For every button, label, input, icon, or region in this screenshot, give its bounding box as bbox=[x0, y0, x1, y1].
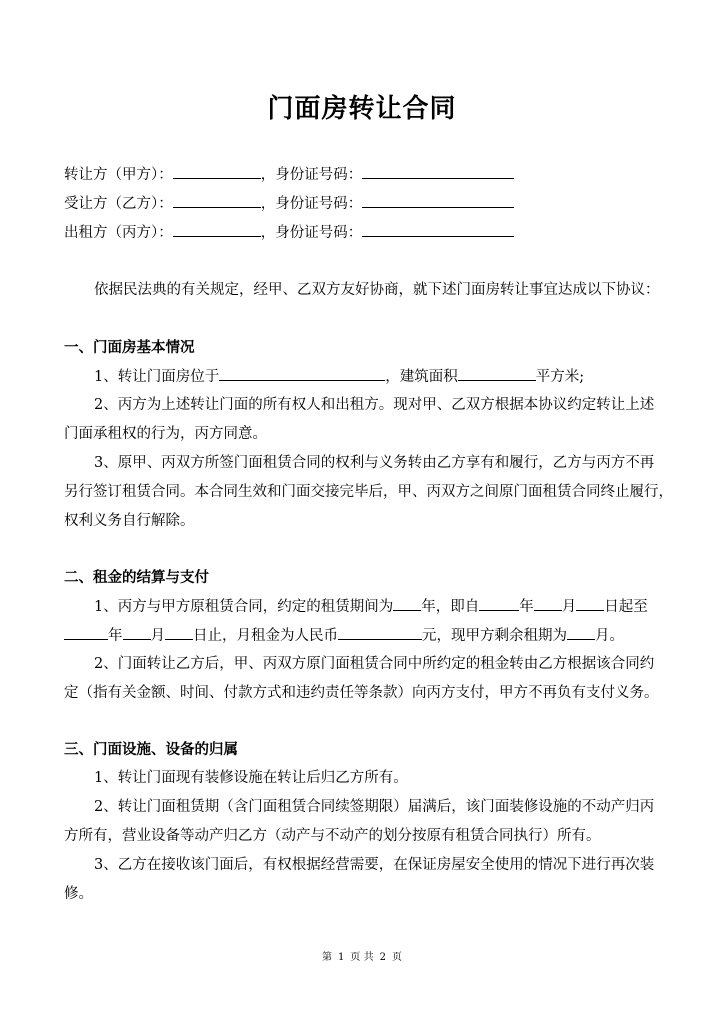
clause-2-1-line2: 年 月 日止，月租金为人民币 元，现甲方剩余租期为 月。 bbox=[64, 625, 624, 646]
intro-paragraph: 依据民法典的有关规定，经甲、乙双方友好协商，就下述门面房转让事宜达成以下协议： bbox=[94, 282, 660, 298]
section-heading-2: 二、租金的结算与支付 bbox=[64, 569, 209, 586]
id-blank bbox=[362, 164, 514, 179]
id-blank bbox=[362, 222, 514, 237]
section-heading-1: 一、门面房基本情况 bbox=[64, 339, 195, 356]
section-heading-3: 三、门面设施、设备的归属 bbox=[64, 741, 238, 758]
clause-1-3-line3: 权利义务自行解除。 bbox=[64, 513, 195, 529]
clause-1-3-line2: 另行签订租赁合同。本合同生效和门面交接完毕后，甲、丙双方之间原门面租赁合同终止履行， bbox=[64, 484, 673, 500]
start-day-blank bbox=[576, 596, 604, 611]
clause-2-1-line1: 1、丙方与甲方原租赁合同，约定的租赁期间为 年，即自 年 月 日起至 bbox=[94, 596, 648, 617]
current-page: 1 bbox=[338, 952, 345, 963]
clause-1-3-line1: 3、原甲、丙双方所签门面租赁合同的权利与义务转由乙方享有和履行，乙方与丙方不再 bbox=[94, 455, 655, 471]
party-line-transferee bbox=[64, 193, 514, 214]
end-year-blank bbox=[64, 625, 108, 640]
party-label: 受让方（乙方）： bbox=[64, 196, 173, 212]
years-blank bbox=[393, 596, 421, 611]
document-title: 门面房转让合同 bbox=[267, 94, 457, 124]
start-month-blank bbox=[534, 596, 562, 611]
clause-3-3-line1: 3、乙方在接收该门面后，有权根据经营需要，在保证房屋安全使用的情况下进行再次装 bbox=[94, 857, 655, 873]
clause-3-2-line2: 方所有，营业设备等动产归乙方（动产与不动产的划分按原有租赁合同执行）所有。 bbox=[64, 828, 601, 844]
party-label: 出租方（丙方）： bbox=[64, 225, 173, 241]
clause-1-2-line2: 门面承租权的行为，丙方同意。 bbox=[64, 426, 267, 442]
remaining-term-blank bbox=[567, 625, 595, 640]
area-blank bbox=[458, 366, 536, 381]
name-blank bbox=[173, 164, 261, 179]
clause-1-1: 1、转让门面房位于 ，建筑面积 平方米; bbox=[94, 366, 584, 387]
clause-3-3-line2: 修。 bbox=[64, 886, 93, 902]
clause-2-2-line1: 2、门面转让乙方后，甲、丙双方原门面租赁合同中所约定的租金转由乙方根据该合同约 bbox=[94, 656, 655, 672]
clause-3-1: 1、转让门面现有装修设施在转让后归乙方所有。 bbox=[94, 770, 408, 786]
page-number-footer: 第 1 页 共 2 页 bbox=[322, 952, 402, 963]
id-label: ，身份证号码： bbox=[260, 196, 363, 212]
party-label: 转让方（甲方）： bbox=[64, 167, 173, 183]
id-label: ，身份证号码： bbox=[260, 225, 363, 241]
party-line-lessor bbox=[64, 222, 514, 243]
start-year-blank bbox=[479, 596, 519, 611]
total-pages: 2 bbox=[379, 952, 386, 963]
id-label: ，身份证号码： bbox=[260, 167, 363, 183]
rent-blank bbox=[338, 625, 422, 640]
clause-3-2-line1: 2、转让门面租赁期（含门面租赁合同续签期限）届满后，该门面装修设施的不动产归丙 bbox=[94, 799, 655, 815]
id-blank bbox=[362, 193, 514, 208]
end-month-blank bbox=[123, 625, 151, 640]
party-line-transferor bbox=[64, 164, 514, 185]
location-blank bbox=[219, 366, 385, 381]
clause-1-2-line1: 2、丙方为上述转让门面的所有权人和出租方。现对甲、乙双方根据本协议约定转让上述 bbox=[94, 397, 655, 413]
name-blank bbox=[173, 222, 261, 237]
name-blank bbox=[173, 193, 261, 208]
clause-2-2-line2: 定（指有关金额、时间、付款方式和违约责任等条款）向丙方支付，甲方不再负有支付义务。 bbox=[64, 685, 659, 701]
end-day-blank bbox=[165, 625, 193, 640]
